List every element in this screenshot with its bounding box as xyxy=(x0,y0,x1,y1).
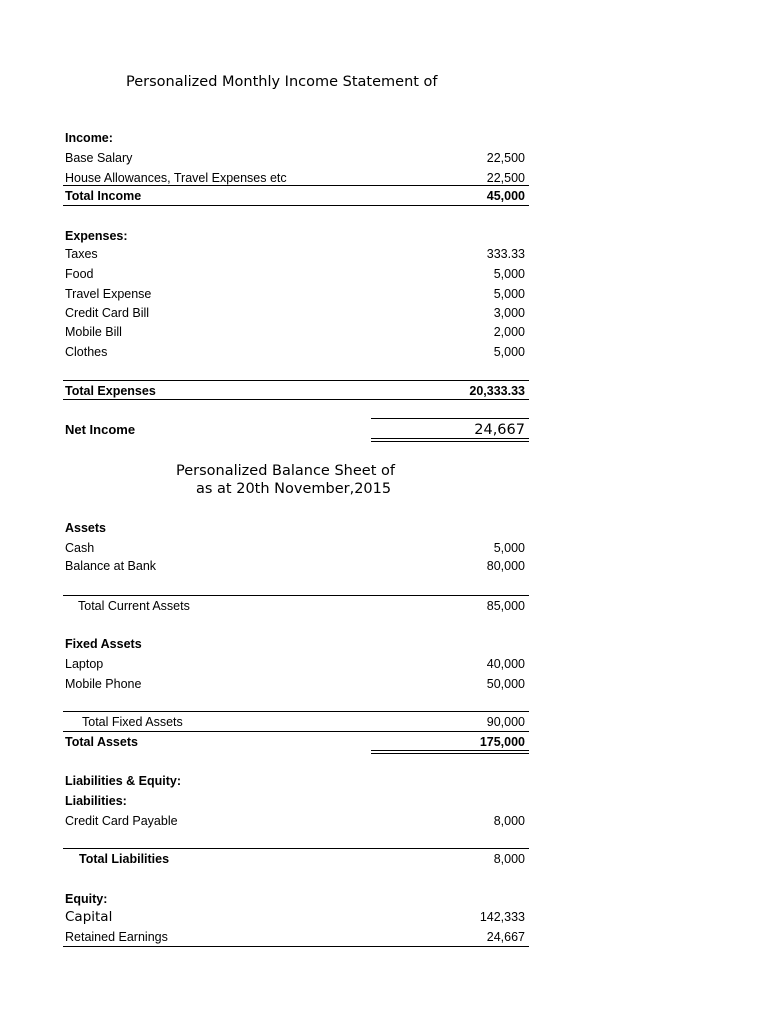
expense-item-label: Credit Card Bill xyxy=(65,306,150,320)
balance-sheet-subtitle: as at 20th November,2015 xyxy=(196,481,392,497)
balance-sheet-title: Personalized Balance Sheet of xyxy=(176,463,395,479)
income-item-label: House Allowances, Travel Expenses etc xyxy=(65,171,287,185)
expense-item-value: 5,000 xyxy=(493,267,525,281)
expense-item-label: Food xyxy=(65,267,94,281)
expense-item-label: Taxes xyxy=(65,247,98,261)
double-rule xyxy=(371,438,529,442)
assets-heading: Assets xyxy=(65,521,106,535)
double-rule xyxy=(371,750,529,754)
liabilities-equity-heading: Liabilities & Equity: xyxy=(65,774,181,788)
income-heading: Income: xyxy=(65,131,113,145)
rule xyxy=(63,185,529,186)
fixed-asset-item-value: 50,000 xyxy=(486,677,525,691)
rule xyxy=(63,205,529,206)
rule xyxy=(63,399,529,400)
total-assets-label: Total Assets xyxy=(65,735,138,749)
rule xyxy=(63,848,529,849)
rule xyxy=(63,731,529,732)
net-income-value: 24,667 xyxy=(474,422,525,438)
rule xyxy=(63,946,529,947)
fixed-asset-item-value: 40,000 xyxy=(486,657,525,671)
equity-item-label: Retained Earnings xyxy=(65,930,168,944)
liabilities-heading: Liabilities: xyxy=(65,794,127,808)
rule xyxy=(63,595,529,596)
expense-item-label: Mobile Bill xyxy=(65,325,122,339)
expense-item-value: 5,000 xyxy=(493,345,525,359)
expense-item-value: 2,000 xyxy=(493,325,525,339)
fixed-assets-heading: Fixed Assets xyxy=(65,637,142,651)
total-expenses-value: 20,333.33 xyxy=(469,384,525,398)
total-fixed-assets-value: 90,000 xyxy=(486,715,525,729)
rule xyxy=(63,380,529,381)
net-income-label: Net Income xyxy=(65,422,136,437)
total-income-label: Total Income xyxy=(65,189,142,203)
total-current-assets-value: 85,000 xyxy=(486,599,525,613)
expense-item-label: Clothes xyxy=(65,345,108,359)
total-liabilities-value: 8,000 xyxy=(493,852,525,866)
liability-item-label: Credit Card Payable xyxy=(65,814,178,828)
income-item-value: 22,500 xyxy=(486,171,525,185)
equity-item-value: 24,667 xyxy=(486,930,525,944)
total-assets-value: 175,000 xyxy=(479,735,525,749)
total-income-value: 45,000 xyxy=(486,189,525,203)
fixed-asset-item-label: Laptop xyxy=(65,657,104,671)
income-item-value: 22,500 xyxy=(486,151,525,165)
total-current-assets-label: Total Current Assets xyxy=(78,599,190,613)
expense-item-value: 5,000 xyxy=(493,287,525,301)
liability-item-value: 8,000 xyxy=(493,814,525,828)
fixed-asset-item-label: Mobile Phone xyxy=(65,677,142,691)
expenses-heading: Expenses: xyxy=(65,229,128,243)
equity-heading: Equity: xyxy=(65,892,108,906)
equity-item-label: Capital xyxy=(65,909,113,925)
total-liabilities-label: Total Liabilities xyxy=(79,852,170,866)
expense-item-label: Travel Expense xyxy=(65,287,152,301)
expense-item-value: 333.33 xyxy=(486,247,525,261)
income-item-label: Base Salary xyxy=(65,151,133,165)
asset-item-value: 80,000 xyxy=(486,559,525,573)
asset-item-value: 5,000 xyxy=(493,541,525,555)
rule xyxy=(63,711,529,712)
asset-item-label: Cash xyxy=(65,541,95,555)
total-expenses-label: Total Expenses xyxy=(65,384,156,398)
asset-item-label: Balance at Bank xyxy=(65,559,157,573)
rule xyxy=(371,418,529,419)
equity-item-value: 142,333 xyxy=(479,910,525,924)
total-fixed-assets-label: Total Fixed Assets xyxy=(82,715,183,729)
income-statement-title: Personalized Monthly Income Statement of xyxy=(126,74,438,90)
expense-item-value: 3,000 xyxy=(493,306,525,320)
